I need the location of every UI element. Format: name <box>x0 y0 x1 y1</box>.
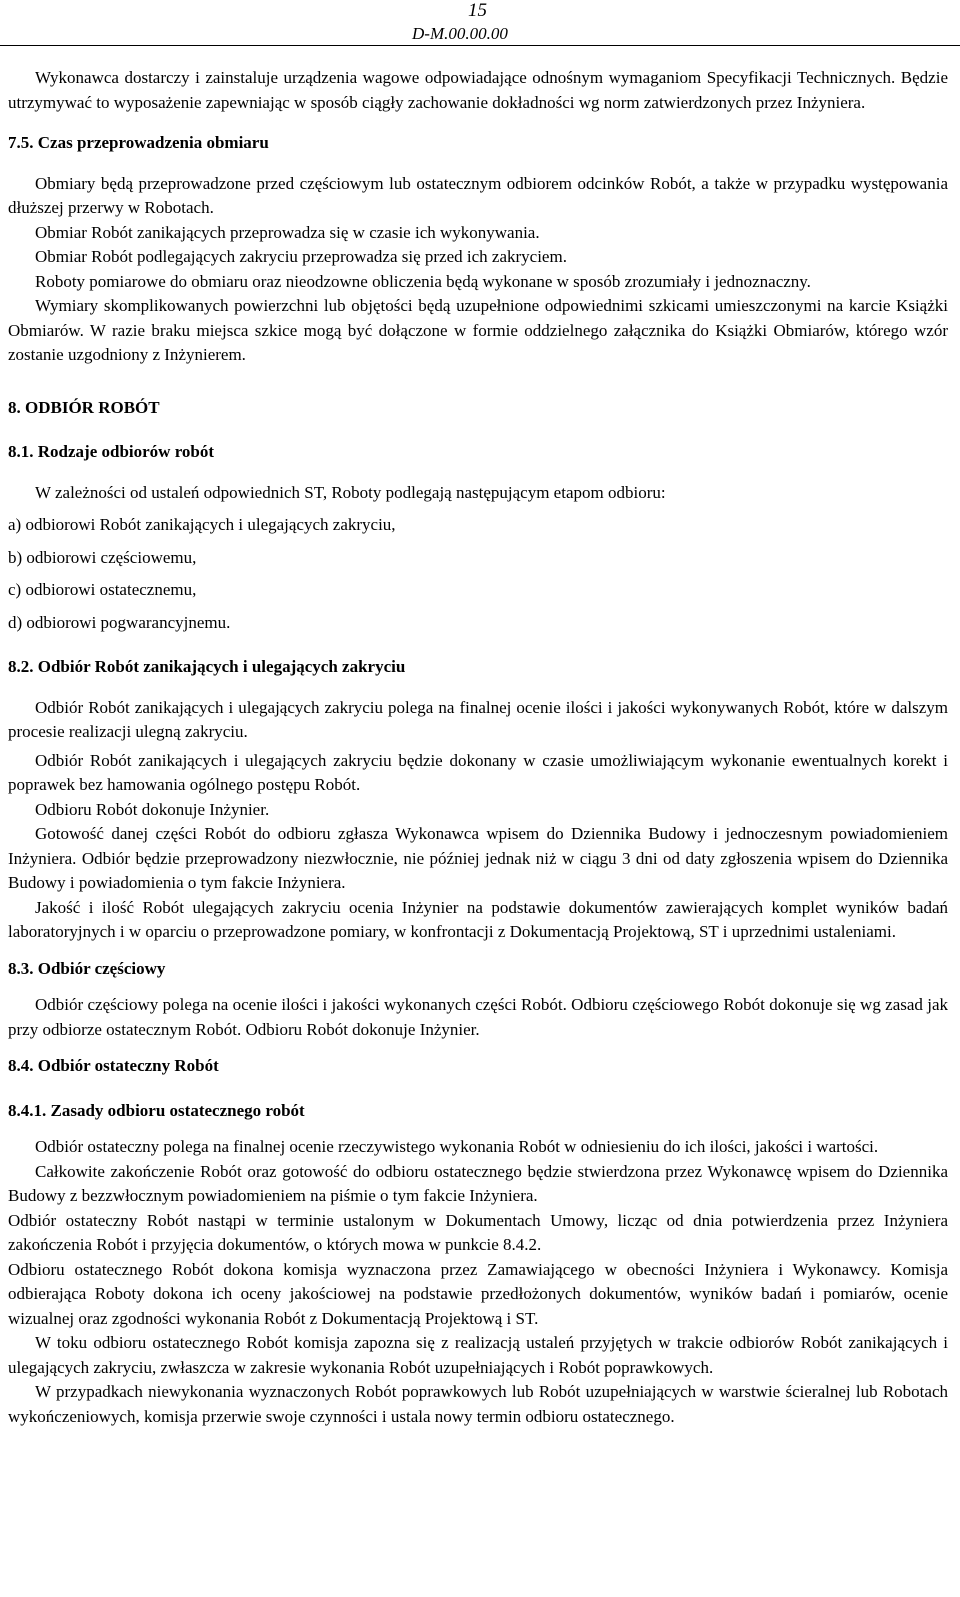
section-heading-8-4-1: 8.4.1. Zasady odbioru ostatecznego robót <box>8 1100 305 1120</box>
paragraph: Odbioru ostatecznego Robót dokona komisja wyznaczona przez Zamawiającego w obecności Inżyniera i Wykonawcy. Komisja odbierająca Roboty dokona ich oceny jakościowej na podstawie przedłożonych dokumentów, wyników badań i pomiarów, ocenie wizualnej oraz zgodności wykonania Robót z Dokumentacją Projektową i ST. <box>8 1259 948 1328</box>
paragraph: Roboty pomiarowe do obmiaru oraz nieodzowne obliczenia będą wykonane w sposób zrozumiały i jednoznaczny. <box>35 271 811 291</box>
page-number: 15 <box>468 0 487 21</box>
paragraph: Obmiary będą przeprowadzone przed częściowym lub ostatecznym odbiorem odcinków Robót, a także w przypadku występowania dłuższej przerwy w Robotach. <box>8 173 948 217</box>
paragraph: Wymiary skomplikowanych powierzchni lub objętości będą uzupełnione odpowiednimi szkicami umieszczonymi na karcie Książki Obmiarów. W razie braku miejsca szkice mogą być dołączone w formie oddzielnego załącznika do Książki Obmiarów, którego wzór zostanie uzgodniony z Inżynierem. <box>8 296 948 364</box>
chapter-heading-8: 8. ODBIÓR ROBÓT <box>8 397 160 417</box>
paragraph: Odbioru Robót dokonuje Inżynier. <box>35 799 270 819</box>
section-heading-8-4: 8.4. Odbiór ostateczny Robót <box>8 1056 219 1075</box>
paragraph: Odbiór Robót zanikających i ulegających zakryciu polega na finalnej ocenie ilości i jakości wykonywanych Robót, które w dalszym procesie realizacji ulegną zakryciu. <box>8 697 948 741</box>
list-item: c) odbiorowi ostatecznemu, <box>8 580 197 599</box>
list-item: a) odbiorowi Robót zanikających i ulegających zakryciu, <box>8 515 396 534</box>
paragraph: Wykonawca dostarczy i zainstaluje urządzenia wagowe odpowiadające odnośnym wymaganiom Specyfikacji Technicznych. Będzie utrzymywać to wyposażenie zapewniając w sposób ciągły zachowanie dokładności wg norm zatwierdzonych przez Inżyniera. <box>8 68 948 112</box>
list-item: b) odbiorowi częściowemu, <box>8 547 197 567</box>
header-divider <box>0 45 960 46</box>
paragraph: W toku odbioru ostatecznego Robót komisja zapozna się z realizacją ustaleń przyjętych w trakcie odbiorów Robót zanikających i ulegających zakryciu, zwłaszcza w zakresie wykonania Robót uzupełniających i Robót poprawkowych. <box>8 1333 948 1377</box>
section-heading-8-2: 8.2. Odbiór Robót zanikających i ulegających zakryciu <box>8 657 406 676</box>
paragraph: Obmiar Robót zanikających przeprowadza się w czasie ich wykonywania. <box>35 222 540 242</box>
document-code: D-M.00.00.00 <box>412 24 508 43</box>
paragraph: Odbiór ostateczny polega na finalnej ocenie rzeczywistego wykonania Robót w odniesieniu do ich ilości, jakości i wartości. <box>35 1137 879 1156</box>
paragraph: Odbiór ostateczny Robót nastąpi w terminie ustalonym w Dokumentach Umowy, licząc od dnia potwierdzenia przez Inżyniera zakończenia Robót i przyjęcia dokumentów, o których mowa w punkcie 8.4.2. <box>8 1210 948 1254</box>
paragraph: Całkowite zakończenie Robót oraz gotowość do odbioru ostatecznego będzie stwierdzona przez Wykonawcę wpisem do Dziennika Budowy z bezzwłocznym powiadomieniem na piśmie o tym fakcie Inżyniera. <box>8 1161 948 1205</box>
paragraph: Odbiór Robót zanikających i ulegających zakryciu będzie dokonany w czasie umożliwiającym wykonanie ewentualnych korekt i poprawek bez hamowania ogólnego postępu Robót. <box>8 750 948 794</box>
paragraph: W przypadkach niewykonania wyznaczonych Robót poprawkowych lub Robót uzupełniających w warstwie ścieralnej lub Robotach wykończeniowych, komisja przerwie swoje czynności i ustala nowy termin odbioru ostatecznego. <box>8 1382 948 1426</box>
paragraph: Odbiór częściowy polega na ocenie ilości i jakości wykonanych części Robót. Odbioru częściowego Robót dokonuje się wg zasad jak przy odbiorze ostatecznym Robót. Odbioru Robót dokonuje Inżynier. <box>8 995 948 1039</box>
document-body <box>8 66 948 1429</box>
paragraph: Gotowość danej części Robót do odbioru zgłasza Wykonawca wpisem do Dziennika Budowy i jednoczesnym powiadomieniem Inżyniera. Odbiór będzie przeprowadzony niezwłocznie, nie później jednak niż w ciągu 3 dni od daty zgłoszenia wpisem do Dziennika Budowy i powiadomienia o tym fakcie Inżyniera. <box>8 824 948 892</box>
section-heading-7-5: 7.5. Czas przeprowadzenia obmiaru <box>8 133 269 152</box>
section-heading-8-3: 8.3. Odbiór częściowy <box>8 958 166 978</box>
paragraph: Obmiar Robót podlegających zakryciu przeprowadza się przed ich zakryciem. <box>35 247 567 266</box>
section-heading-8-1: 8.1. Rodzaje odbiorów robót <box>8 442 215 461</box>
paragraph: W zależności od ustaleń odpowiednich ST, Roboty podlegają następującym etapom odbioru: <box>35 482 666 502</box>
list-item: d) odbiorowi pogwarancyjnemu. <box>8 612 231 632</box>
paragraph: Jakość i ilość Robót ulegających zakryciu ocenia Inżynier na podstawie dokumentów zawierających komplet wyników badań laboratoryjnych i w oparciu o przeprowadzone pomiary, w konfrontacji z Dokumentacją Projektową, ST i uprzednimi ustaleniami. <box>8 897 948 941</box>
